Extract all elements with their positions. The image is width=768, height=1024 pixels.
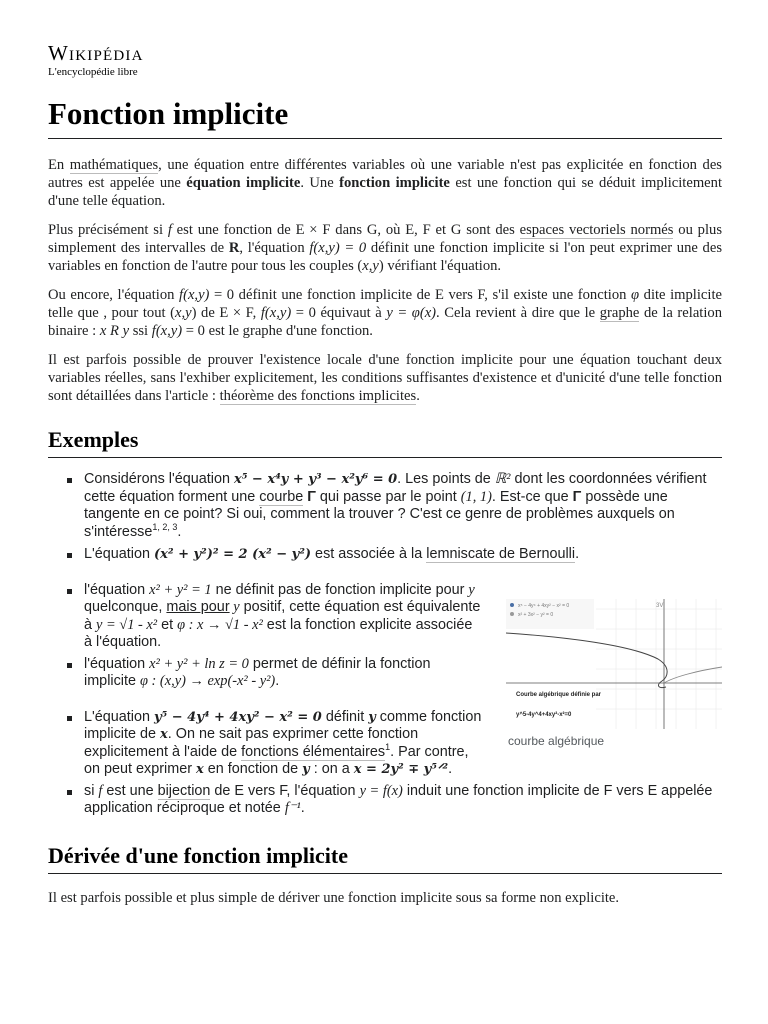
graph-toolbar-label: 3V xyxy=(656,603,664,609)
page xyxy=(48,42,722,907)
page-title: Fonction implicite xyxy=(48,96,722,139)
section-heading-exemples: Exemples xyxy=(48,426,722,458)
equation-row-2: x² + 3x² − y² = 0 xyxy=(518,612,554,618)
list-item: l'équation x² + y² + ln z = 0 permet de définir la fonction implicite φ : (x,y) → exp(-x² - y²). xyxy=(84,656,484,691)
list-item: L'équation (x² + y²)² = 2 (x² − y²) est associée à la lemniscate de Bernoulli. xyxy=(84,546,722,564)
link-espaces-vectoriels-normes[interactable]: espaces vectoriels normés xyxy=(519,222,674,238)
graph-label-line-2: y^5-4y^4+4xy²-x²=0 xyxy=(516,712,572,718)
curve-graph xyxy=(506,599,722,729)
link-graphe[interactable]: graphe xyxy=(599,305,640,321)
list-item: si f est une bijection de E vers F, l'équation y = f(x) induit une fonction implicite de F vers E appelée application réciproque et notée f⁻¹. xyxy=(84,783,722,818)
link-theoreme-fonctions-implicites[interactable]: théorème des fonctions implicites xyxy=(219,388,417,404)
list-item: L'équation y⁵ − 4y⁴ + 4xy² − x² = 0 définit y comme fonction implicite de x. On ne sait pas exprimer cette fonction explicitement à l'aide de fonctions élémentaires$^1$. Par contre, on peut exprimer x en fonction de y : on a x = 2y² ∓ y⁵ᐟ². xyxy=(84,709,484,779)
section-heading-derivee: Dérivée d'une fonction implicite xyxy=(48,842,722,874)
link-lemniscate-bernoulli[interactable]: lemniscate de Bernoulli xyxy=(426,546,576,562)
link-courbe[interactable]: courbe xyxy=(259,488,304,505)
graph-label-line-1: Courbe algébrique définie par xyxy=(516,692,602,698)
derivee-paragraph: Il est parfois possible et plus simple de dériver une fonction implicite sous sa forme non explicite. xyxy=(48,889,620,906)
list-item: Considérons l'équation x⁵ − x⁴y + y³ − x²y⁶ = 0. Les points de ℝ² dont les coordonnées vérifient cette équation forment une courbe Γ qui passe par le point (1, 1). Est-ce que Γ possède une tangente en ce point? Si oui, comment la trouver ? C'est ce genre de problèmes auxquels on s'intéresse$^{1, 2, 3}$. xyxy=(84,471,722,541)
series-dot-icon xyxy=(510,603,514,607)
list-item: l'équation x² + y² = 1 ne définit pas de fonction implicite pour y quelconque, mais pour y positif, cette équation est équivalente à y = √1 - x² et φ : x → √1 - x² est la fonction explicite associée à l'équation. xyxy=(84,582,484,652)
reference-mark[interactable]: 1 xyxy=(385,741,391,752)
link-bijection[interactable]: bijection xyxy=(157,782,211,799)
reference-marks[interactable]: 1, 2, 3 xyxy=(152,521,178,532)
wikipedia-logo[interactable] xyxy=(48,42,722,78)
equation-row-1: x⁵ − 4y⁴ + 4xy² − x² = 0 xyxy=(518,603,570,609)
intro-paragraph-1: En mathématiques, une équation entre différentes variables où une variable n'est pas explicitée en fonction des autres est appelée une équation implicite. Une fonction implicite est une fonction qui se déduit implicitement d'une telle équation. xyxy=(48,157,722,209)
series-dot-icon xyxy=(510,612,514,616)
figure-caption: courbe algébrique xyxy=(508,734,605,748)
link-fonctions-elementaires[interactable]: fonctions élémentaires xyxy=(241,743,386,760)
intro-paragraph-4: Il est parfois possible de prouver l'existence locale d'une fonction implicite pour une équation touchant deux variables réelles, sans l'exhiber explicitement, les conditions suffisantes d'existence et d'unicité d'une telle fonction sont détaillées dans l'article : théorème des fonctions implicites. xyxy=(48,352,722,404)
logo-wordmark: Wikipédia xyxy=(48,41,144,65)
intro-paragraph-2: Plus précisément si f est une fonction de E × F dans G, où E, F et G sont des espaces vectoriels normés ou plus simplement des intervalles de R, l'équation f(x,y) = 0 définit une fonction implicite si l'on peut exprimer une des variables en fonction de l'autre pour tous les couples (x,y) vérifiant l'équation. xyxy=(48,222,723,274)
logo-tagline: L'encyclopédie libre xyxy=(48,66,138,78)
link-mathematiques[interactable]: mathématiques xyxy=(69,157,159,173)
intro-paragraph-3: Ou encore, l'équation f(x,y) = 0 définit une fonction implicite de E vers F, s'il existe une fonction φ dite implicite telle que , pour tout (x,y) de E × F, f(x,y) = 0 équivaut à y = φ(x). Cela revient à dire que le graphe de la relation binaire : x R y ssi f(x,y) = 0 est le graphe d'une fonction. xyxy=(48,287,723,339)
